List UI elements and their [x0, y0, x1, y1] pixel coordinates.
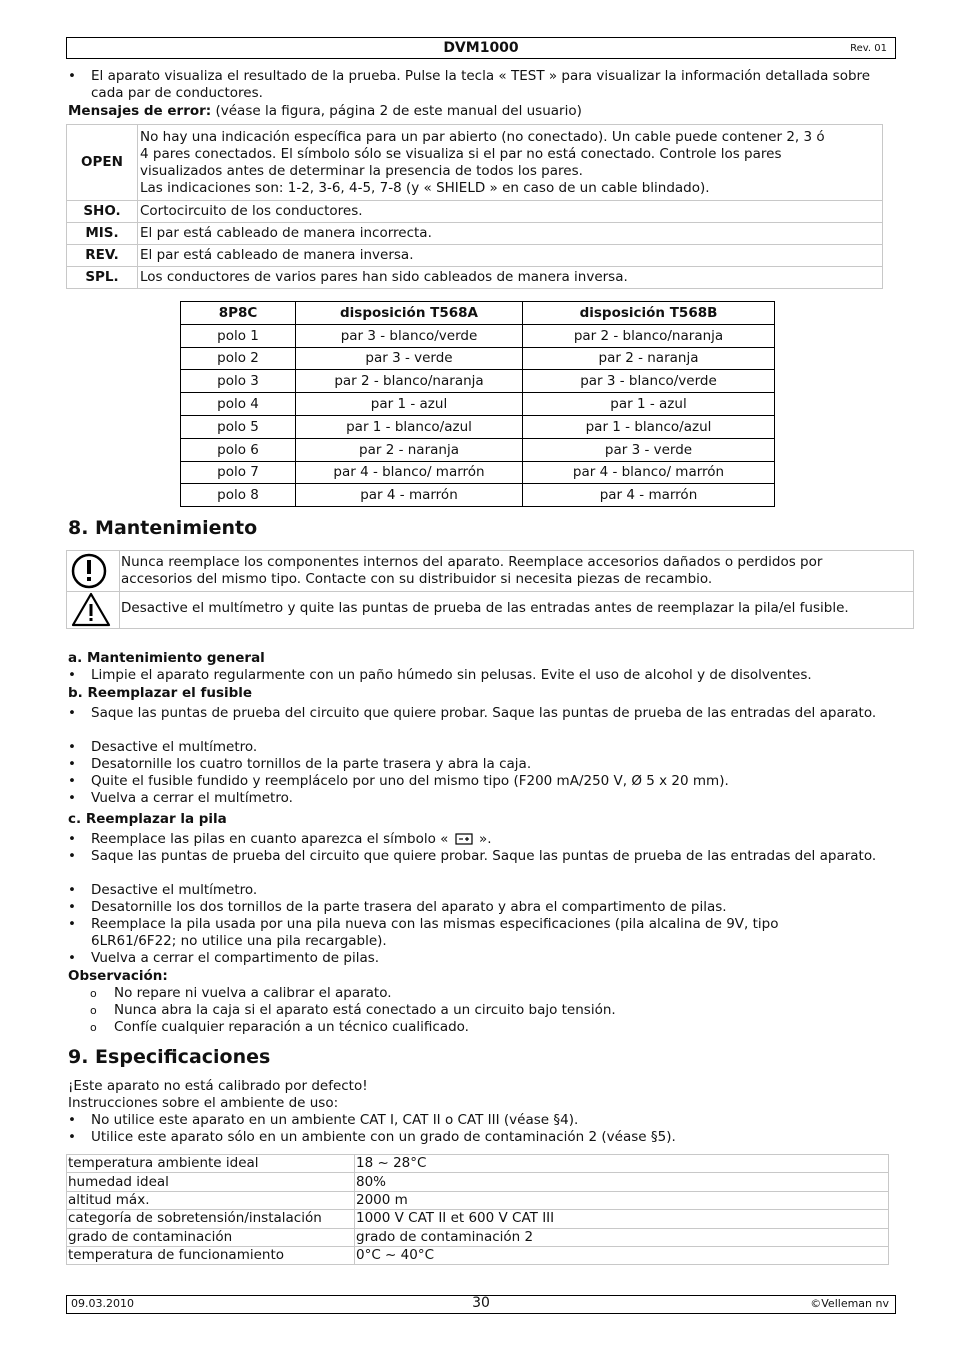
error-code: SHO.: [67, 201, 138, 223]
error-description: No hay una indicación específica para un par abierto (no conectado). Un cable puede contener 2, 3 ó 4 pares conectados. El símbolo sólo se visualiza si el par no está conectado. Controle los pares visualizados antes de determinar la presencia de todos los pares. Las indicaciones son: 1-2, 3-6, 4-5, 7-8 (y « SHIELD » en caso de un cable blindado).: [138, 125, 883, 201]
bullet-icon: •: [68, 950, 76, 966]
table-row: [67, 201, 883, 223]
list-item: o Nunca abra la caja si el aparato está conectado a un circuito bajo tensión.: [90, 1002, 616, 1018]
subsection-a-title: a. Mantenimiento general: [68, 650, 265, 666]
table-row: grado de contaminación grado de contaminación 2: [67, 1228, 889, 1246]
bullet-icon: •: [68, 882, 76, 898]
pin-assignment-table: [180, 301, 775, 507]
list-item: o Confíe cualquier reparación a un técnico cualificado.: [90, 1019, 469, 1035]
list-item: • No utilice este aparato en un ambiente CAT I, CAT II o CAT III (véase §4).: [68, 1112, 579, 1128]
list-item: • Saque las puntas de prueba del circuito que quiere probar. Saque las puntas de prueba de las entradas del aparato.: [68, 848, 877, 864]
footer-copyright: ©Velleman nv: [810, 1297, 889, 1310]
table-row: [67, 245, 883, 267]
warning-text: Desactive el multímetro y quite las puntas de prueba de las entradas antes de reemplazar la pila/el fusible.: [121, 600, 849, 616]
warning-row: [67, 592, 913, 628]
revision: Rev. 01: [850, 43, 887, 54]
error-code: MIS.: [67, 223, 138, 245]
list-item: • Reemplace la pila usada por una pila nueva con las mismas especificaciones (pila alcalina de 9V, tipo 6LR61/6F22; no utilice una pila recargable).: [68, 916, 779, 949]
bullet-icon: •: [68, 705, 76, 721]
exclamation-circle-icon: [67, 551, 120, 591]
observation-title: Observación:: [68, 968, 168, 984]
doc-title: DVM1000: [443, 40, 519, 56]
environment-intro: Instrucciones sobre el ambiente de uso:: [68, 1095, 339, 1111]
table-row: polo 5 par 1 - blanco/azul par 1 - blanco/azul: [181, 415, 775, 438]
table-row: [67, 223, 883, 245]
page-number: 30: [472, 1295, 490, 1311]
bullet-icon: •: [68, 916, 76, 932]
section-8-title: 8. Mantenimiento: [68, 517, 258, 539]
page-header: [66, 37, 896, 59]
list-item: • Vuelva a cerrar el compartimento de pilas.: [68, 950, 380, 966]
bullet-icon: •: [68, 68, 76, 84]
table-row: polo 7 par 4 - blanco/ marrón par 4 - blanco/ marrón: [181, 461, 775, 484]
error-description: El par está cableado de manera incorrecta.: [138, 223, 883, 245]
warning-text: Nunca reemplace los componentes internos del aparato. Reemplace accesorios dañados o perdidos por accesorios del mismo tipo. Contacte con su distribuidor si necesita piezas de recambio.: [121, 554, 823, 587]
list-item: • Limpie el aparato regularmente con un paño húmedo sin pelusas. Evite el uso de alcohol y de disolventes.: [68, 667, 812, 683]
list-item: • Desatornille los cuatro tornillos de la parte trasera y abra la caja.: [68, 756, 532, 772]
list-item: • Reemplace las pilas en cuanto aparezca el símbolo « ».: [68, 831, 886, 850]
maintenance-warnings: [66, 550, 914, 629]
table-row: polo 4 par 1 - azul par 1 - azul: [181, 393, 775, 416]
section-9-title: 9. Especificaciones: [68, 1046, 271, 1068]
specifications-table: [66, 1154, 889, 1265]
bullet-icon: •: [68, 899, 76, 915]
error-code: OPEN: [67, 125, 138, 201]
table-row: polo 1 par 3 - blanco/verde par 2 - blanco/naranja: [181, 324, 775, 347]
table-row: humedad ideal 80%: [67, 1173, 889, 1191]
bullet-icon: •: [68, 831, 76, 847]
list-item: • Desatornille los dos tornillos de la parte trasera del aparato y abra el compartimento de pilas.: [68, 899, 727, 915]
bullet-icon: •: [68, 739, 76, 755]
warning-row: [67, 551, 913, 592]
column-header: disposición T568A: [296, 302, 523, 325]
table-row: altitud máx. 2000 m: [67, 1191, 889, 1209]
warning-triangle-icon: [67, 592, 120, 628]
page-footer: [66, 1295, 896, 1314]
table-row: polo 2 par 3 - verde par 2 - naranja: [181, 347, 775, 370]
error-code: SPL.: [67, 267, 138, 289]
list-item: • Desactive el multímetro.: [68, 882, 258, 898]
table-header-row: [181, 302, 775, 325]
error-code: REV.: [67, 245, 138, 267]
column-header: 8P8C: [181, 302, 296, 325]
list-item: o No repare ni vuelva a calibrar el aparato.: [90, 985, 392, 1001]
subsection-b-title: b. Reemplazar el fusible: [68, 685, 253, 701]
table-row: polo 6 par 2 - naranja par 3 - verde: [181, 438, 775, 461]
list-item: • Quite el fusible fundido y reemplácelo por uno del mismo tipo (F200 mA/250 V, Ø 5 x 20 mm).: [68, 773, 729, 789]
bullet-icon: •: [68, 790, 76, 806]
circle-bullet-icon: o: [90, 1021, 97, 1034]
circle-bullet-icon: o: [90, 987, 97, 1000]
error-messages-table: [66, 124, 883, 289]
bullet-icon: •: [68, 848, 76, 864]
list-item: • Desactive el multímetro.: [68, 739, 258, 755]
column-header: disposición T568B: [523, 302, 775, 325]
list-item: • Vuelva a cerrar el multímetro.: [68, 790, 293, 806]
table-row: [67, 267, 883, 289]
table-row: temperatura de funcionamiento 0°C ~ 40°C: [67, 1246, 889, 1264]
table-row: [67, 125, 883, 201]
subsection-c-title: c. Reemplazar la pila: [68, 811, 227, 827]
bullet-icon: •: [68, 756, 76, 772]
bullet-icon: •: [68, 667, 76, 683]
bullet-icon: •: [68, 1112, 76, 1128]
footer-date: 09.03.2010: [71, 1297, 134, 1310]
table-row: temperatura ambiente ideal 18 ~ 28°C: [67, 1155, 889, 1173]
table-row: polo 3 par 2 - blanco/naranja par 3 - blanco/verde: [181, 370, 775, 393]
bullet-icon: •: [68, 773, 76, 789]
error-description: El par está cableado de manera inversa.: [138, 245, 883, 267]
list-item: • Saque las puntas de prueba del circuito que quiere probar. Saque las puntas de prueba de las entradas del aparato.: [68, 705, 877, 721]
errors-heading: Mensajes de error: (véase la figura, página 2 de este manual del usuario): [68, 103, 582, 119]
list-item: • Utilice este aparato sólo en un ambiente con un grado de contaminación 2 (véase §5).: [68, 1129, 676, 1145]
table-row: categoría de sobretensión/instalación 1000 V CAT II et 600 V CAT III: [67, 1210, 889, 1228]
circle-bullet-icon: o: [90, 1004, 97, 1017]
error-description: Los conductores de varios pares han sido cableados de manera inversa.: [138, 267, 883, 289]
intro-bullet: • El aparato visualiza el resultado de la prueba. Pulse la tecla « TEST » para visualizar la información detallada sobre cada par de conductores.: [68, 68, 871, 101]
bullet-icon: •: [68, 1129, 76, 1145]
calibration-note: ¡Este aparato no está calibrado por defecto!: [68, 1078, 368, 1094]
error-description: Cortocircuito de los conductores.: [138, 201, 883, 223]
table-row: polo 8 par 4 - marrón par 4 - marrón: [181, 484, 775, 507]
